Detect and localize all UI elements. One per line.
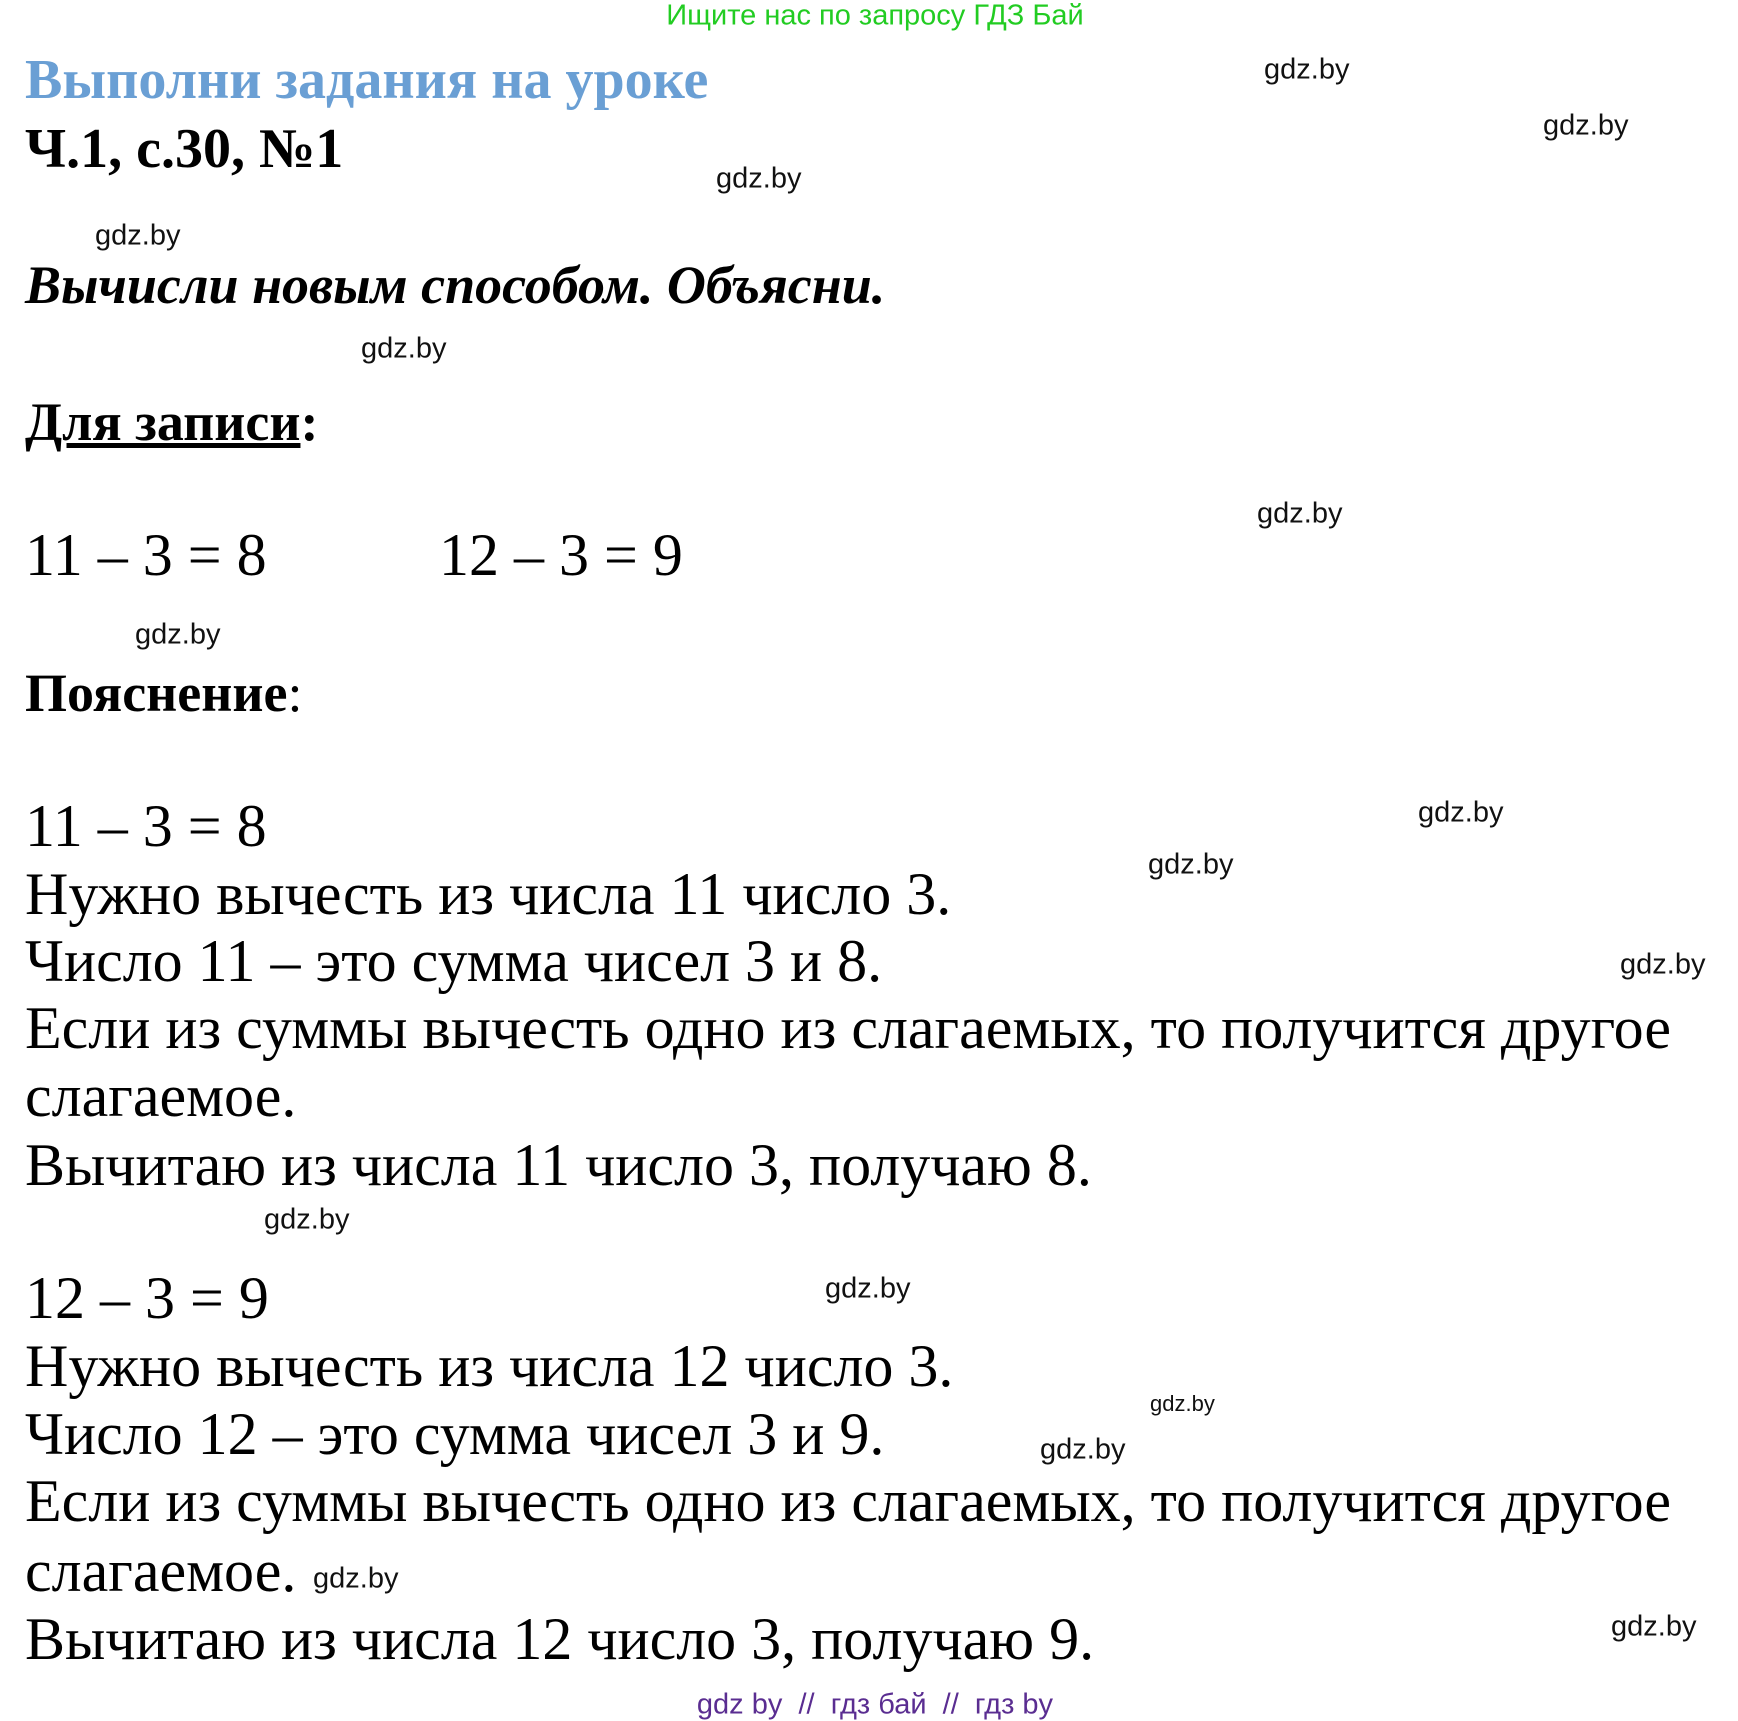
- record-heading-colon: :: [300, 392, 319, 452]
- record-heading: [25, 392, 319, 452]
- watermark: gdz.by: [313, 1562, 399, 1595]
- watermark: gdz.by: [1611, 1610, 1697, 1643]
- watermark: gdz.by: [1264, 53, 1350, 86]
- watermark: gdz.by: [1148, 848, 1234, 881]
- explanation-line: Вычитаю из числа 11 число 3, получаю 8.: [25, 1132, 1092, 1198]
- explanation-line: Если из суммы вычесть одно из слагаемых, то получится другое: [25, 1468, 1672, 1534]
- watermark: gdz.by: [825, 1272, 911, 1305]
- explanation-line: 11 – 3 = 8: [25, 793, 267, 859]
- watermark: gdz.by: [1543, 109, 1629, 142]
- watermark: gdz.by: [135, 618, 221, 651]
- watermark: gdz.by: [1620, 948, 1706, 981]
- explanation-line: Нужно вычесть из числа 12 число 3.: [25, 1333, 954, 1399]
- watermark: gdz.by: [1257, 497, 1343, 530]
- watermark: gdz.by: [264, 1203, 350, 1236]
- explanation-line: Число 11 – это сумма чисел 3 и 8.: [25, 928, 883, 994]
- footer-links: gdz by // гдз бай // гдз by: [696, 1688, 1054, 1721]
- watermark: gdz.by: [1418, 796, 1504, 829]
- explanation-heading: [25, 663, 303, 723]
- task-statement: Вычисли новым способом. Объясни.: [25, 255, 886, 315]
- equation-2: 12 – 3 = 9: [439, 522, 683, 588]
- explanation-line: Число 12 – это сумма чисел 3 и 9.: [25, 1401, 885, 1467]
- watermark: gdz.by: [361, 332, 447, 365]
- watermark: gdz.by: [716, 162, 802, 195]
- search-banner: Ищите нас по запросу ГДЗ Бай: [666, 0, 1084, 32]
- page-title: Выполни задания на уроке: [25, 49, 709, 111]
- explanation-line: Вычитаю из числа 12 число 3, получаю 9.: [25, 1606, 1095, 1672]
- explanation-line: слагаемое.: [25, 1538, 297, 1604]
- record-heading-text: Для записи: [25, 392, 301, 452]
- explanation-line: 12 – 3 = 9: [25, 1265, 269, 1331]
- watermark: gdz.by: [1150, 1391, 1215, 1416]
- explanation-line: Нужно вычесть из числа 11 число 3.: [25, 861, 952, 927]
- explanation-line: слагаемое.: [25, 1063, 297, 1129]
- explanation-heading-colon: :: [287, 663, 303, 723]
- equation-1: 11 – 3 = 8: [25, 522, 267, 588]
- exercise-reference: Ч.1, с.30, №1: [25, 118, 344, 180]
- explanation-heading-text: Пояснение: [25, 663, 288, 723]
- watermark: gdz.by: [1040, 1433, 1126, 1466]
- explanation-line: Если из суммы вычесть одно из слагаемых, то получится другое: [25, 995, 1672, 1061]
- watermark: gdz.by: [95, 219, 181, 252]
